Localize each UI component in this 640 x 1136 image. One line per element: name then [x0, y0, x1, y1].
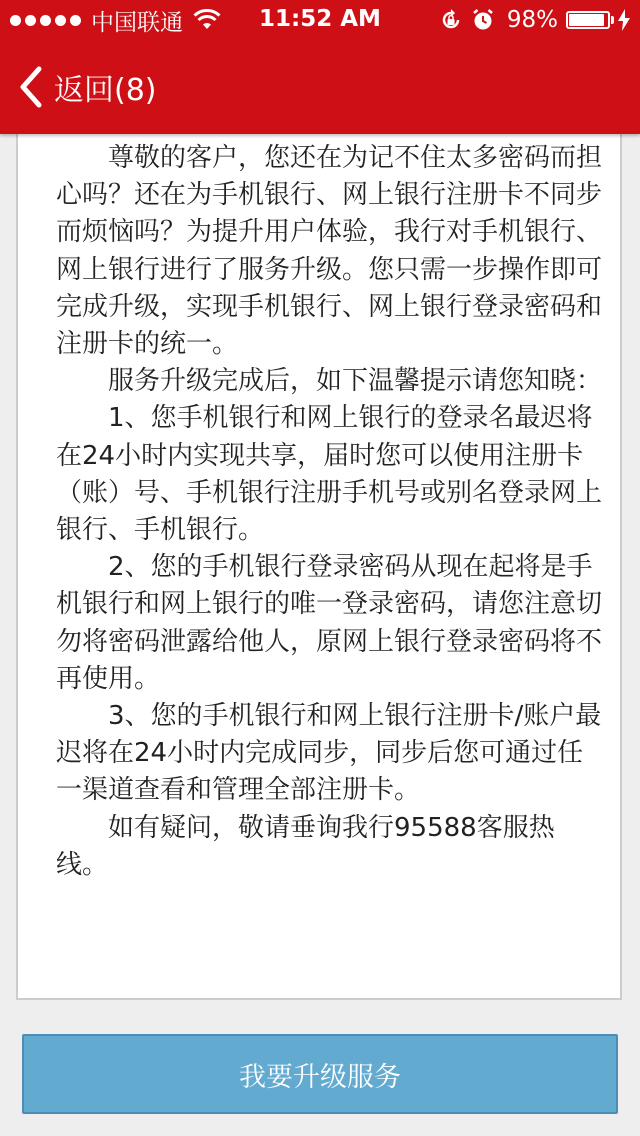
notice-paragraph-item-3: 3、您的手机银行和网上银行注册卡/账户最迟将在24小时内完成同步，同步后您可通过任一渠道查看和管理全部注册卡。	[56, 701, 602, 806]
top-bar	[0, 0, 640, 134]
battery-tip	[611, 16, 614, 24]
status-time: 11:52 AM	[259, 6, 381, 32]
back-label: 返回(8)	[54, 73, 157, 108]
carrier-name: 中国联通	[91, 9, 183, 36]
rotation-lock-icon	[439, 8, 463, 32]
status-bar-right	[431, 6, 630, 34]
battery-icon	[566, 11, 610, 29]
chevron-left-icon	[18, 66, 44, 108]
notice-paragraph-intro: 尊敬的客户，您还在为记不住太多密码而担心吗？还在为手机银行、网上银行注册卡不同步而烦恼吗？为提升用户体验，我行对手机银行、网上银行进行了服务升级。您只需一步操作即可完成升级，实现手机银行、网上银行登录密码和注册卡的统一。	[56, 143, 603, 360]
charging-bolt-icon	[618, 9, 630, 31]
battery-fill	[569, 14, 604, 26]
alarm-icon	[471, 8, 495, 32]
back-button[interactable]	[18, 64, 157, 110]
notice-paragraph-contact: 如有疑问，敬请垂询我行95588客服热线。	[56, 812, 555, 880]
notice-card	[16, 130, 622, 1000]
battery-percent: 98%	[506, 7, 558, 33]
notice-paragraph-item-2: 2、您的手机银行登录密码从现在起将是手机银行和网上银行的唯一登录密码，请您注意切勿将密码泄露给他人，原网上银行登录密码将不再使用。	[56, 552, 603, 694]
upgrade-service-button[interactable]: 我要升级服务	[22, 1034, 618, 1114]
notice-paragraph-tips-intro: 服务升级完成后，如下温馨提示请您知晓：	[108, 366, 603, 397]
notice-text	[56, 140, 604, 884]
status-bar	[0, 0, 640, 40]
notice-paragraph-item-1: 1、您手机银行和网上银行的登录名最迟将在24小时内实现共享，届时您可以使用注册卡（账）号、手机银行注册手机号或别名登录网上银行、手机银行。	[56, 403, 603, 546]
navigation-bar	[0, 40, 640, 134]
